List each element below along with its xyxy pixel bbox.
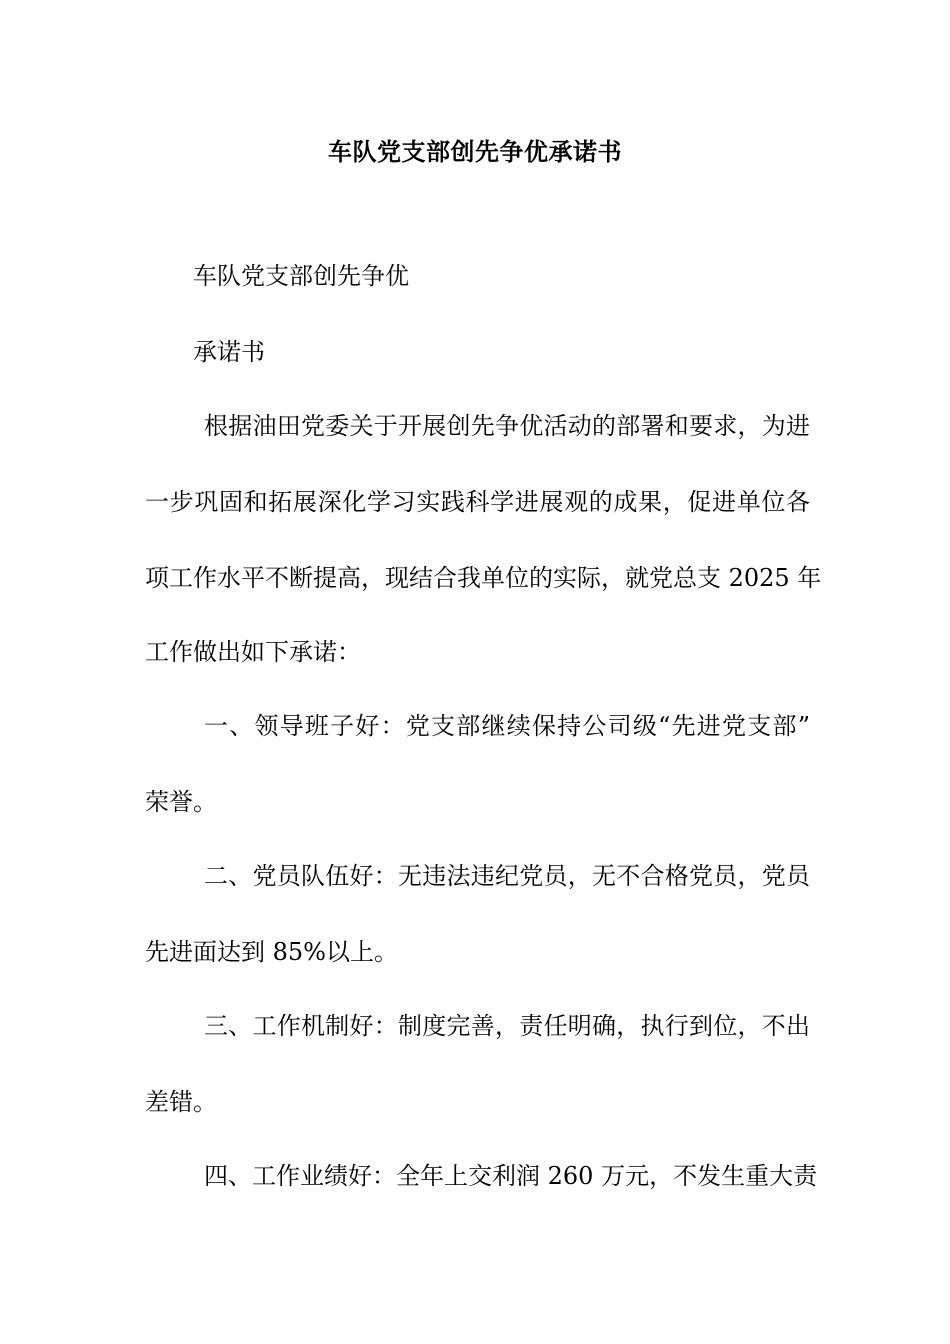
subtitle-line-1: 车队党支部创先争优 <box>193 262 409 290</box>
commitment-item-2-line: 二、党员队伍好：无违法违纪党员，无不合格党员，党员 <box>204 862 810 890</box>
paragraph-line: 一步巩固和拓展深化学习实践科学进展观的成果，促进单位各 <box>145 488 810 516</box>
paragraph-line: 工作做出如下承诺： <box>145 638 361 666</box>
commitment-item-4-line: 四、工作业绩好：全年上交利润 260 万元，不发生重大责 <box>204 1162 818 1190</box>
commitment-item-3-line: 三、工作机制好：制度完善，责任明确，执行到位，不出 <box>204 1012 810 1040</box>
paragraph-line: 根据油田党委关于开展创先争优活动的部署和要求，为进 <box>204 412 810 440</box>
subtitle-line-2: 承诺书 <box>193 338 265 366</box>
paragraph-line: 项工作水平不断提高，现结合我单位的实际，就党总支 2025 年 <box>145 564 822 592</box>
document-title: 车队党支部创先争优承诺书 <box>328 137 622 166</box>
commitment-item-1-line: 荣誉。 <box>145 788 217 816</box>
commitment-item-3-line: 差错。 <box>145 1088 217 1116</box>
commitment-item-2-line: 先进面达到 85%以上。 <box>145 938 398 966</box>
commitment-item-1-line: 一、领导班子好：党支部继续保持公司级“先进党支部” <box>204 712 810 740</box>
